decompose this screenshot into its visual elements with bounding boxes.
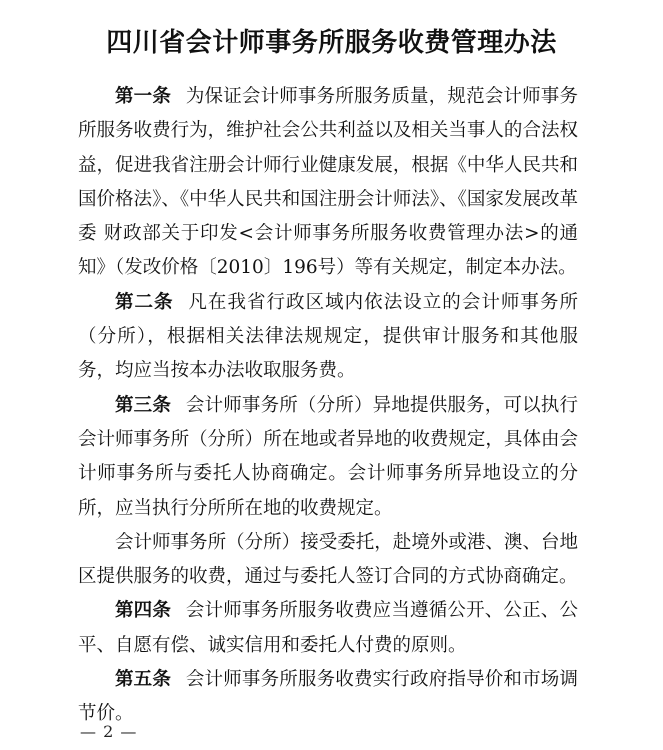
article-5 <box>78 663 578 732</box>
page-number: — 2 — <box>80 722 138 741</box>
article-2 <box>78 286 578 389</box>
article-3 <box>78 389 578 526</box>
article-1 <box>78 80 578 286</box>
article-text: 会计师事务所（分所）接受委托，赴境外或港、澳、台地区提供服务的收费，通过与委托人签订合同的方式协商确定。 <box>78 531 578 588</box>
article-3-paragraph-2 <box>78 526 578 595</box>
document-title: 四川省会计师事务所服务收费管理办法 <box>106 28 557 58</box>
article-text: 会计师事务所服务收费应当遵循公开、公正、公平、自愿有偿、诚实信用和委托人付费的原则。 <box>78 600 578 656</box>
article-4 <box>78 594 578 663</box>
article-heading: 第二条 <box>115 291 174 313</box>
article-heading: 第一条 <box>115 86 172 107</box>
article-heading: 第五条 <box>115 669 172 691</box>
article-text: 会计师事务所服务收费实行政府指导价和市场调节价。 <box>78 669 578 725</box>
article-heading: 第三条 <box>115 394 172 416</box>
article-text: 会计师事务所（分所）异地提供服务，可以执行会计师事务所（分所）所在地或者异地的收费规定，具体由会计师事务所与委托人协商确定。会计师事务所异地设立的分所，应当执行分所所在地的收费规定。 <box>78 394 578 519</box>
document-body <box>78 80 578 732</box>
article-text: 为保证会计师事务所服务质量，规范会计师事务所服务收费行为，维护社会公共利益以及相关当事人的合法权益，促进我省注册会计师行业健康发展，根据《中华人民共和国价格法》、《中华人民共和国注册会计师法》、《国家发展改革委 财政部关于印发<会计师事务所服务收费管理办法>的通知》（发改价格〔2010〕196号）等有关规定，制定本办法。 <box>78 86 578 279</box>
article-heading: 第四条 <box>115 600 172 622</box>
article-text: 凡在我省行政区域内依法设立的会计师事务所（分所），根据相关法律法规规定，提供审计服务和其他服务，均应当按本办法收取服务费。 <box>78 291 578 382</box>
